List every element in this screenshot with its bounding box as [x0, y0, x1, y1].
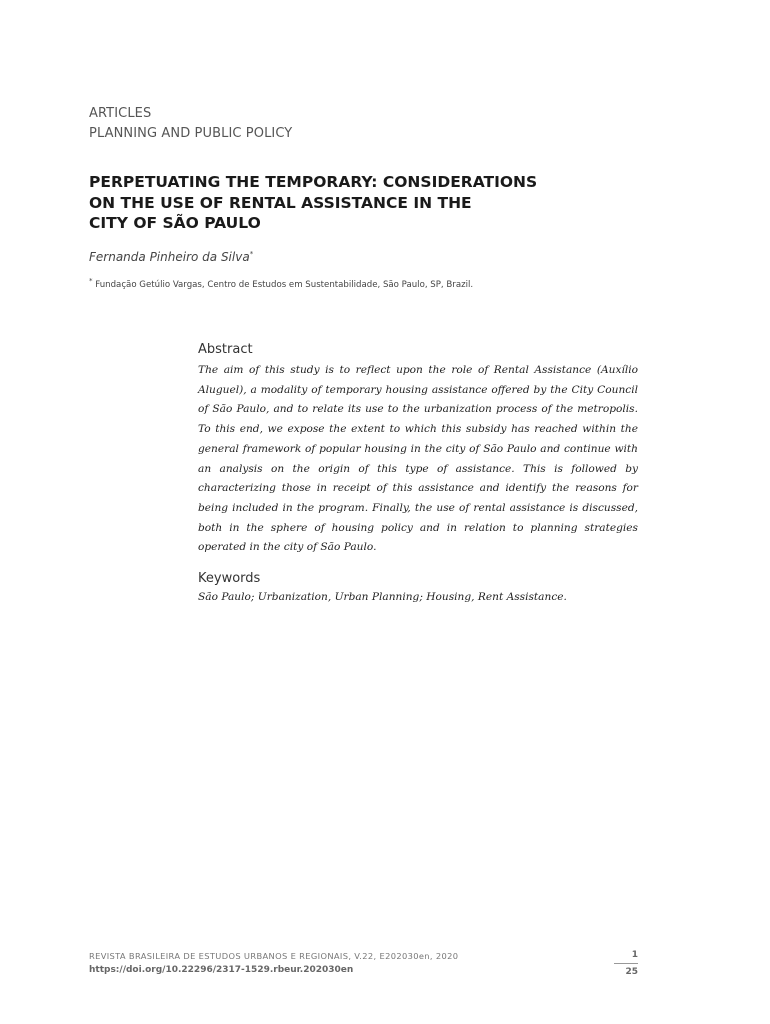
section-label	[89, 104, 292, 144]
keywords-heading: Keywords	[198, 571, 261, 586]
abstract-text: The aim of this study is to reflect upon the role of Rental Assistance (Auxílio Aluguel), a modality of temporary housing assistance offered by the City Council of São Paulo, and to relate its use to the urbanization process of the metropolis. To this end, we expose the extent to which this subsidy has reached within the general framework of popular housing in the city of São Paulo and continue with an analysis on the origin of this type of assistance. This is followed by characterizing those in receipt of this assistance and identify the reasons for being included in the program. Finally, the use of rental assistance is discussed, both in the sphere of housing policy and in relation to planning strategies operated in the city of São Paulo.	[198, 364, 638, 554]
abstract-heading: Abstract	[198, 342, 253, 357]
page-number	[614, 948, 638, 979]
current-page: 1	[631, 950, 638, 960]
total-pages: 25	[625, 967, 638, 977]
affiliation	[89, 277, 473, 290]
footer	[89, 949, 458, 977]
title-line-2: ON THE USE OF RENTAL ASSISTANCE IN THE	[89, 193, 472, 212]
article-title	[89, 172, 559, 234]
affiliation-text: Fundação Getúlio Vargas, Centro de Estudos em Sustentabilidade, São Paulo, SP, Brazil.	[95, 279, 474, 290]
author-name: Fernanda Pinheiro da Silva	[89, 250, 250, 264]
doi-link[interactable]: https://doi.org/10.22296/2317-1529.rbeur.202030en	[89, 965, 354, 975]
journal-citation: REVISTA BRASILEIRA DE ESTUDOS URBANOS E REGIONAIS, V.22, E202030en, 2020	[89, 951, 459, 961]
title-line-3: CITY OF SÃO PAULO	[89, 214, 261, 232]
keywords-text: São Paulo; Urbanization, Urban Planning; Housing, Rent Assistance.	[198, 591, 567, 603]
title-line-1: PERPETUATING THE TEMPORARY: CONSIDERATIONS	[89, 173, 538, 191]
section-line-articles: ARTICLES	[89, 106, 152, 121]
author	[89, 250, 253, 264]
page-divider	[614, 963, 638, 964]
section-line-category: PLANNING AND PUBLIC POLICY	[89, 126, 293, 141]
author-marker: *	[249, 250, 254, 258]
affiliation-marker: *	[89, 277, 93, 285]
